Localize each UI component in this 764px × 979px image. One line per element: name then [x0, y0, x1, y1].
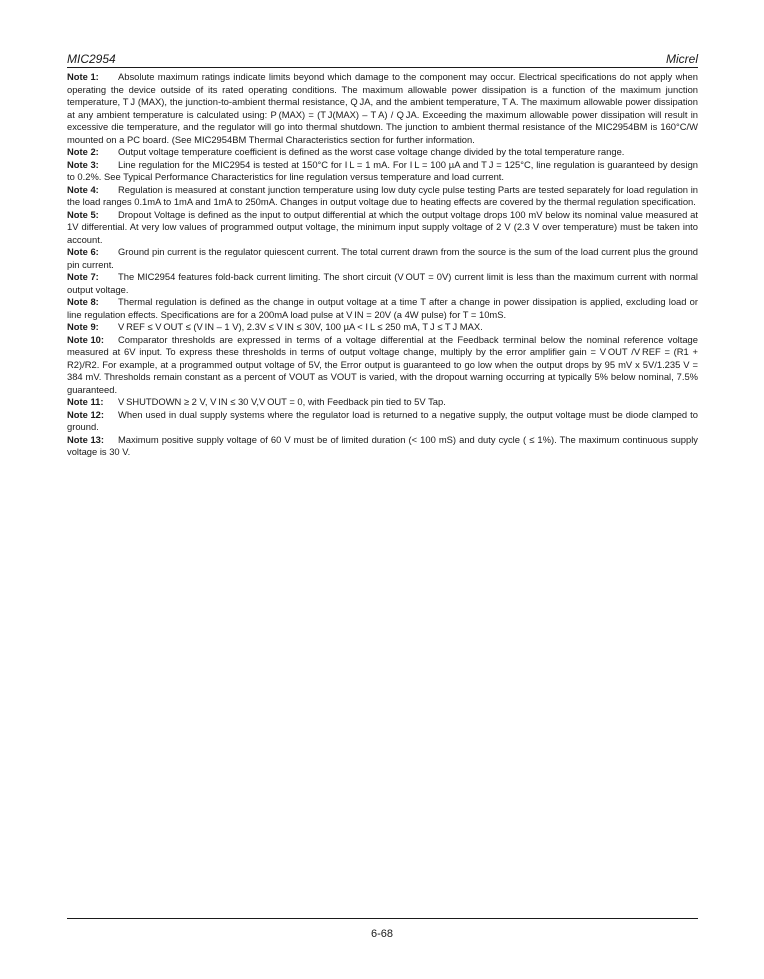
note-6: [67, 246, 698, 271]
note-text: Line regulation for the MIC2954 is tested at 150°C for I L = 1 mA. For I L = 100 µA and T J = 125°C, line regulation is guaranteed by design to 0.2%. See Typical Performance Characteristics for line regulation versus temperature and load current.: [67, 158, 698, 182]
note-label: Note 2:: [67, 146, 99, 157]
note-2: [67, 146, 698, 159]
note-label: Note 9:: [67, 321, 99, 332]
note-4: [67, 184, 698, 209]
note-9: [67, 321, 698, 334]
note-text: Comparator thresholds are expressed in terms of a voltage differential at the Feedback terminal below the nominal reference voltage measured at 6V input. To express these thresholds in terms of output voltage change, multiply by the error amplifier gain = V OUT /V REF = (R1 + R2)/R2. For example, at a programmed output voltage of 5V, the Error output is guaranteed to go low when the output drops by 95 mV x 5V/1.235 V = 384 mV. Thresholds remain constant as a percent of VOUT as VOUT is varied, with the dropout warning occurring at typically 5% below nominal, 7.5% guaranteed.: [67, 333, 698, 395]
note-1: [67, 71, 698, 146]
note-12: [67, 409, 698, 434]
note-3: [67, 159, 698, 184]
note-text: Output voltage temperature coefficient is defined as the worst case voltage change divided by the total temperature range.: [118, 146, 625, 157]
note-label: Note 6:: [67, 246, 99, 257]
note-label: Note 10:: [67, 333, 104, 345]
note-label: Note 3:: [67, 158, 99, 170]
note-text: The MIC2954 features fold-back current limiting. The short circuit (V OUT = 0V) current limit is less than the maximum current with normal output voltage.: [67, 271, 698, 295]
footer-divider: [67, 918, 698, 919]
header-part-number: MIC2954: [67, 52, 116, 66]
page-number: 6-68: [370, 928, 394, 940]
note-label: Note 8:: [67, 296, 99, 307]
note-11: [67, 396, 698, 409]
note-text: Thermal regulation is defined as the change in output voltage at a time T after a change in power dissipation is applied, excluding load or line regulation effects. Specifications are for a 200mA load pulse at V IN = 20V (a 4W pulse) for T = 10mS.: [67, 296, 698, 320]
note-text: Absolute maximum ratings indicate limits beyond which damage to the component may occur. Electrical specifications do not apply when operating the device outside of its rated operating conditions. The maximum allowable power dissipation is a function of the maximum junction temperature, T J (MAX), the junction-to-ambient thermal resistance, Q JA, and the ambient temperature, T A. The maximum allowable power dissipation at any ambient temperature is calculated using: P (MAX) = (T J(MAX) – T A) / Q JA. Exceeding the maximum allowable power dissipation will result in excessive die temperature, and the regulator will go into thermal shutdown. The junction to ambient thermal resistance of the MIC2954BM is 160°C/W mounted on a PC board. (See MIC2954BM Thermal Characteristics section for further information.: [67, 71, 698, 145]
note-5: [67, 209, 698, 247]
note-label: Note 12:: [67, 408, 104, 420]
note-10: [67, 334, 698, 397]
note-label: Note 4:: [67, 183, 99, 195]
note-label: Note 1:: [67, 71, 99, 82]
note-label: Note 13:: [67, 433, 104, 445]
note-text: When used in dual supply systems where the regulator load is returned to a negative supply, the output voltage must be diode clamped to ground.: [67, 408, 698, 432]
note-text: V SHUTDOWN ≥ 2 V, V IN ≤ 30 V,V OUT = 0, with Feedback pin tied to 5V Tap.: [118, 396, 446, 407]
note-text: Maximum positive supply voltage of 60 V must be of limited duration (< 100 mS) and duty cycle ( ≤ 1%). The maximum continuous supply voltage is 30 V.: [67, 433, 698, 457]
note-7: [67, 271, 698, 296]
note-text: Regulation is measured at constant junction temperature using low duty cycle pulse testing Parts are tested separately for load regulation in the load ranges 0.1mA to 1mA and 1mA to 250mA. Changes in output voltage due to heating effects are covered by the thermal regulation specification.: [67, 183, 698, 207]
header-company: Micrel: [666, 52, 698, 66]
note-label: Note 5:: [67, 208, 99, 220]
note-text: Ground pin current is the regulator quiescent current. The total current drawn from the source is the sum of the load current plus the ground pin current.: [67, 246, 698, 270]
note-text: Dropout Voltage is defined as the input to output differential at which the output voltage drops 100 mV below its nominal value measured at 1V differential. At very low values of programmed output voltage, the minimum input supply voltage of 2 V (2.3 V over temperature) must be taken into account.: [67, 208, 698, 245]
header-divider: [67, 67, 698, 68]
note-13: [67, 434, 698, 459]
note-8: [67, 296, 698, 321]
note-text: V REF ≤ V OUT ≤ (V IN – 1 V), 2.3V ≤ V IN ≤ 30V, 100 µA < I L ≤ 250 mA, T J ≤ T J MAX.: [118, 321, 483, 332]
note-label: Note 7:: [67, 271, 99, 282]
note-label: Note 11:: [67, 396, 104, 407]
notes-section: [67, 71, 698, 459]
